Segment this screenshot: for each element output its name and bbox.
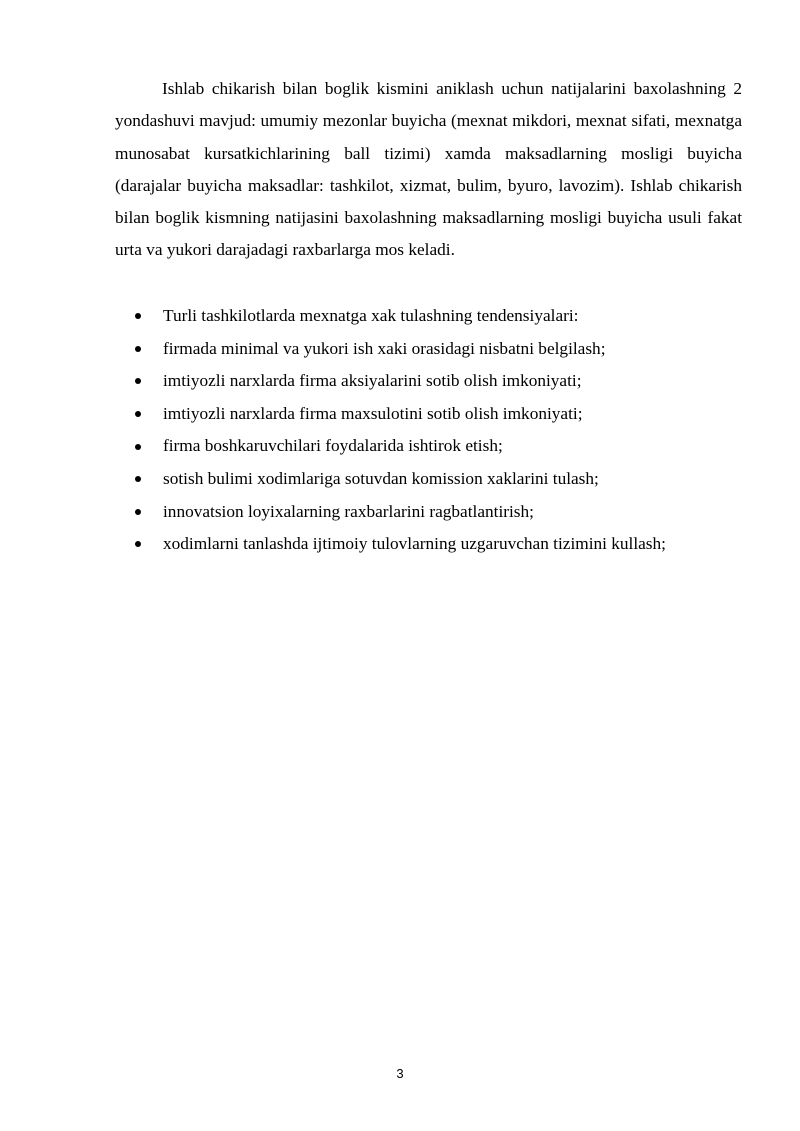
list-item [0, 333, 800, 366]
list-item-text: innovatsion loyixalarning raxbarlarini ragbatlantirish; [163, 501, 534, 521]
list-item-text: Turli tashkilotlarda mexnatga xak tulashning tendensiyalari: [163, 306, 579, 325]
list-item-text: xodimlarni tanlashda ijtimoiy tulovlarning uzgaruvchan tizimini kullash; [163, 534, 666, 554]
list-item [0, 365, 800, 398]
list-item-text: imtiyozli narxlarda firma aksiyalarini sotib olish imkoniyati; [163, 371, 582, 391]
bullet-icon [135, 411, 141, 417]
list-item-text: sotish bulimi xodimlariga sotuvdan komission xaklarini tulash; [163, 468, 599, 488]
list-item-text: imtiyozli narxlarda firma maxsulotini sotib olish imkoniyati; [163, 403, 583, 423]
bullet-icon [135, 444, 141, 450]
list-item [0, 463, 800, 496]
list-item [0, 528, 800, 561]
list-item [0, 496, 800, 529]
list-item [0, 398, 800, 431]
bullet-list [0, 300, 800, 561]
bullet-icon [135, 476, 141, 482]
bullet-icon [135, 378, 141, 384]
list-item [0, 300, 800, 333]
bullet-icon [135, 313, 141, 319]
bullet-icon [135, 541, 141, 547]
list-item [0, 430, 800, 463]
bullet-icon [135, 509, 141, 515]
body-paragraph: Ishlab chikarish bilan boglik kismini aniklash uchun natijalarini baxolashning 2 yondashuvi mavjud: umumiy mezonlar buyicha (mexnat mikdori, mexnat sifati, mexnatga munosabat kursatkichlarining ball tizimi) xamda maksadlarning mosligi buyicha (darajalar buyicha maksadlar: tashkilot, xizmat, bulim, byuro, lavozim). Ishlab chikarish bilan boglik kismning natijasini baxolashning maksadlarning mosligi buyicha usuli fakat urta va yukori darajadagi raxbarlarga mos keladi. [115, 79, 742, 260]
list-item-text: firmada minimal va yukori ish xaki orasidagi nisbatni belgilash; [163, 338, 606, 358]
page-number: 3 [396, 1066, 404, 1081]
list-item-text: firma boshkaruvchilari foydalarida ishtirok etish; [163, 436, 503, 456]
bullet-icon [135, 346, 141, 352]
